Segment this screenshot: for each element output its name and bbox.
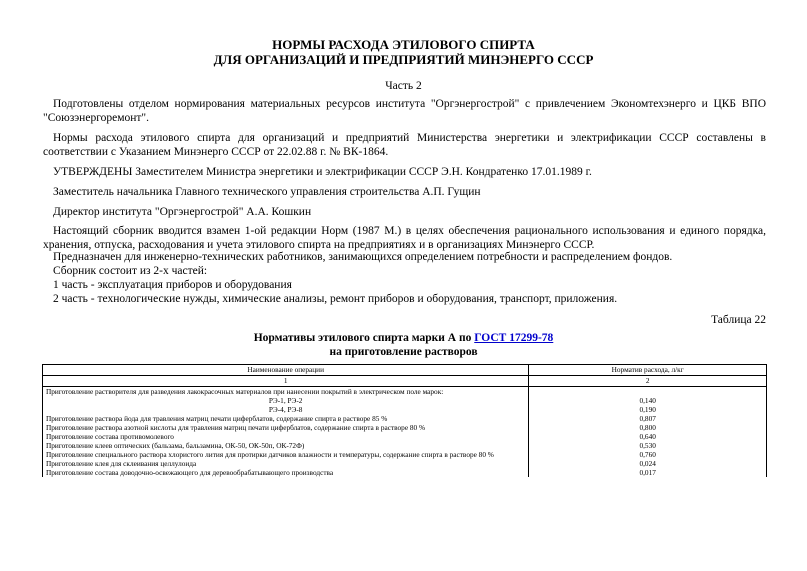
operation-cell: Приготовление раствора йода для травления матриц печати циферблатов, содержание спирта в растворе 85 % (43, 414, 529, 423)
paragraph-deputy: Заместитель начальника Главного технического управления строительства А.П. Гущин (53, 186, 481, 198)
paragraph-prepared-by: Подготовлены отделом нормирования материальных ресурсов института "Оргэнергострой" с привлечением Экономтехэнерго и ЦКБ ВПО "Союзэнергоремонт". (43, 98, 766, 124)
table-row (43, 414, 767, 423)
document-title-line2: ДЛЯ ОРГАНИЗАЦИЙ И ПРЕДПРИЯТИЙ МИНЭНЕРГО СССР (213, 52, 594, 67)
table-row (43, 459, 767, 468)
table-row (43, 387, 767, 397)
operation-cell: Приготовление состава противомолевого (43, 432, 529, 441)
paragraph-purpose: Настоящий сборник вводится взамен 1-ой редакции Норм (1987 М.) в целях обеспечения рационального использования и единого порядка, хранения, отпуска, расходования и учета этилового спирта на предприятиях и в организациях Минэнерго СССР. (43, 225, 766, 251)
column-number-2: 2 (529, 376, 767, 387)
line-part-one: 1 часть - эксплуатация приборов и оборудования (53, 279, 292, 291)
operation-cell: Приготовление специального раствора хлористого лития для протирки датчиков влажности и температуры, содержание спирта в растворе 80 % (43, 450, 529, 459)
table-row (43, 405, 767, 414)
header-norm: Норматив расхода, л/кг (529, 365, 767, 376)
norm-value-cell: 0,760 (529, 450, 767, 459)
header-operation: Наименование операции (43, 365, 529, 376)
norm-value-cell: 0,807 (529, 414, 767, 423)
table-row (43, 441, 767, 450)
table-row (43, 396, 767, 405)
operation-cell: Приготовление клея для склеивания целлулоида (43, 459, 529, 468)
table-title-prefix: Нормативы этилового спирта марки А по (253, 332, 475, 344)
paragraph-compiled: Нормы расхода этилового спирта для организаций и предприятий Министерства энергетики и электрификации СССР составлены в соответствии с Указанием Минэнерго СССР от 22.02.88 г. № ВК-1864. (43, 132, 766, 158)
norm-value-cell: 0,024 (529, 459, 767, 468)
operation-cell: РЭ-4, РЭ-8 (43, 405, 529, 414)
line-consists-of: Сборник состоит из 2-х частей: (53, 265, 208, 277)
operation-cell: Приготовление растворителя для разведения лакокрасочных материалов при нанесении покрытий в электрическом поле марок: (43, 387, 529, 397)
norm-value-cell: 0,140 (529, 396, 767, 405)
line-part-two: 2 часть - технологические нужды, химические анализы, ремонт приборов и оборудования, транспорт, приложения. (53, 293, 618, 305)
norm-value-cell: 0,190 (529, 405, 767, 414)
operation-cell: РЭ-1, РЭ-2 (43, 396, 529, 405)
operation-cell: Приготовление раствора азотной кислоты для травления матриц печати циферблатов, содержание спирта в растворе 80 % (43, 423, 529, 432)
norm-value-cell (529, 387, 767, 397)
table-row (43, 432, 767, 441)
line-intended-for: Предназначен для инженерно-технических работников, занимающихся определением потребности и распределением фондов. (53, 251, 673, 263)
part-label: Часть 2 (385, 80, 422, 92)
column-number-1: 1 (43, 376, 529, 387)
table-row (43, 450, 767, 459)
norm-value-cell: 0,640 (529, 432, 767, 441)
norm-value-cell: 0,800 (529, 423, 767, 432)
operation-cell: Приготовление состава доводочно-освежающего для деревообрабатывающего производства (43, 468, 529, 477)
paragraph-approved: УТВЕРЖДЕНЫ Заместителем Министра энергетики и электрификации СССР Э.Н. Кондратенко 17.01.1989 г. (53, 166, 592, 178)
paragraph-director: Директор института "Оргэнергострой" А.А. Кошкин (53, 206, 312, 218)
gost-link[interactable]: ГОСТ 17299-78 (474, 332, 554, 344)
table-subtitle: на приготовление растворов (329, 346, 478, 358)
table-number: Таблица 22 (711, 314, 766, 326)
table-row (43, 468, 767, 477)
table-row (43, 423, 767, 432)
norm-value-cell: 0,530 (529, 441, 767, 450)
operation-cell: Приготовление клеев оптических (бальзама, бальзамина, ОК-50, ОК-50п, ОК-72Ф) (43, 441, 529, 450)
document-title-line1: НОРМЫ РАСХОДА ЭТИЛОВОГО СПИРТА (272, 37, 535, 52)
norms-table (42, 364, 767, 477)
table-title (0, 331, 807, 345)
norm-value-cell: 0,017 (529, 468, 767, 477)
